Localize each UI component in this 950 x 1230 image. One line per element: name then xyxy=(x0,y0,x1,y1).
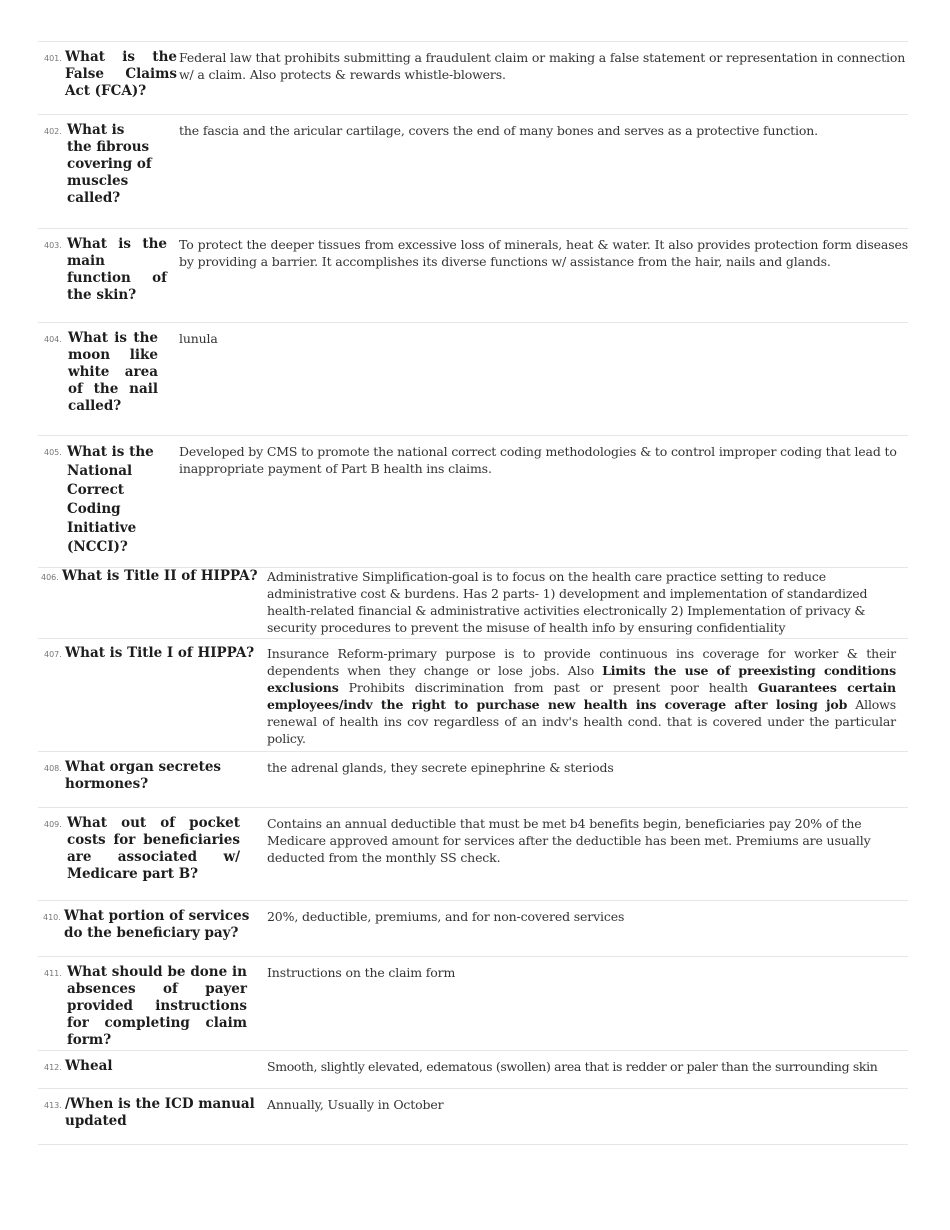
card-term: What is the National Correct Coding Initiative (NCCI)? xyxy=(67,444,154,555)
card-number: 406. xyxy=(41,573,59,582)
card-term: What out of pocket costs for beneficiaries are associated w/ Medicare part B? xyxy=(67,815,240,882)
card-definition: Contains an annual deductible that must be met b4 benefits begin, beneficiaries pay 20% of the Medicare approved amount for services after the deductible has been met. Premiums are usually deducted from the monthly SS check. xyxy=(267,816,871,865)
card-definition: the adrenal glands, they secrete epinephrine & steriods xyxy=(267,760,614,775)
card-412 xyxy=(38,1050,908,1088)
card-definition: Developed by CMS to promote the national correct coding methodologies & to control improper coding that lead to inappropriate payment of Part B health ins claims. xyxy=(179,444,897,476)
card-term: Wheal xyxy=(65,1058,113,1074)
card-403 xyxy=(38,228,908,322)
card-term: What is the moon like white area of the nail called? xyxy=(68,330,158,414)
card-number: 407. xyxy=(44,650,62,659)
card-number: 411. xyxy=(44,969,62,978)
card-408 xyxy=(38,751,908,807)
card-number: 402. xyxy=(44,127,62,136)
card-404 xyxy=(38,322,908,435)
card-definition: Instructions on the claim form xyxy=(267,965,456,980)
card-number: 409. xyxy=(44,820,62,829)
card-definition: Annually, Usually in October xyxy=(267,1097,444,1112)
card-term: What is Title I of HIPPA? xyxy=(65,645,255,661)
card-term: /When is the ICD manual updated xyxy=(65,1096,255,1129)
card-411 xyxy=(38,956,908,1050)
card-number: 413. xyxy=(44,1101,62,1110)
card-407 xyxy=(38,638,908,751)
card-409 xyxy=(38,807,908,900)
card-term: What is Title II of HIPPA? xyxy=(62,568,258,584)
definition-emphasis: Limits the use of preexisting conditions exclusions xyxy=(267,663,896,695)
card-term: What is the False Claims Act (FCA)? xyxy=(65,49,177,99)
card-term: What organ secretes hormones? xyxy=(65,759,222,792)
definition-emphasis: Guarantees certain employees/indv the right to purchase new health ins coverage after losing job xyxy=(267,680,896,712)
card-term: What portion of services do the beneficiary pay? xyxy=(64,908,250,941)
card-definition: To protect the deeper tissues from excessive loss of minerals, heat & water. It also provides protection form diseases by providing a barrier. It accomplishes its diverse functions w/ assistance from the hair, nails and glands. xyxy=(179,237,908,269)
card-401 xyxy=(38,41,908,114)
card-definition xyxy=(267,645,896,747)
definition-text: Insurance Reform-primary purpose is to provide continuous ins coverage for worker & their dependents when they change or lose jobs. Also xyxy=(267,646,896,678)
card-number: 404. xyxy=(44,335,62,344)
card-number: 408. xyxy=(44,764,62,773)
card-402 xyxy=(38,114,908,228)
card-413 xyxy=(38,1088,908,1145)
card-definition: the fascia and the aricular cartilage, covers the end of many bones and serves as a protective function. xyxy=(179,123,818,138)
card-definition: 20%, deductible, premiums, and for non-covered services xyxy=(267,909,625,924)
card-definition: lunula xyxy=(179,331,218,346)
card-definition: Administrative Simplification-goal is to focus on the health care practice setting to reduce administrative cost & burdens. Has 2 parts- 1) development and implementation of standardized health-related financial & administrative activities electronically 2) Implementation of privacy & security procedures to prevent the misuse of health info by ensuring confidentiality xyxy=(267,569,868,635)
definition-text: Allows renewal of health ins cov regardless of an indv's health cond. that is covered under the particular policy. xyxy=(267,697,897,746)
card-definition: Federal law that prohibits submitting a fraudulent claim or making a false statement or representation in connection w/ a claim. Also protects & rewards whistle-blowers. xyxy=(179,50,906,82)
card-number: 410. xyxy=(43,913,61,922)
definition-text: Prohibits discrimination from past or present poor health xyxy=(338,680,758,695)
card-410 xyxy=(38,900,908,956)
card-number: 412. xyxy=(44,1063,62,1072)
card-term: What is the main function of the skin? xyxy=(67,236,167,303)
card-number: 405. xyxy=(44,448,62,457)
card-term: What is the fibrous covering of muscles called? xyxy=(67,122,152,206)
card-number: 403. xyxy=(44,241,62,250)
card-term: What should be done in absences of payer provided instructions for completing claim form? xyxy=(67,964,247,1048)
card-number: 401. xyxy=(44,54,62,63)
card-406 xyxy=(38,567,908,638)
card-405 xyxy=(38,435,908,567)
flashcard-list xyxy=(38,41,908,1145)
card-definition: Smooth, slightly elevated, edematous (swollen) area that is redder or paler than the surrounding skin xyxy=(267,1059,878,1074)
